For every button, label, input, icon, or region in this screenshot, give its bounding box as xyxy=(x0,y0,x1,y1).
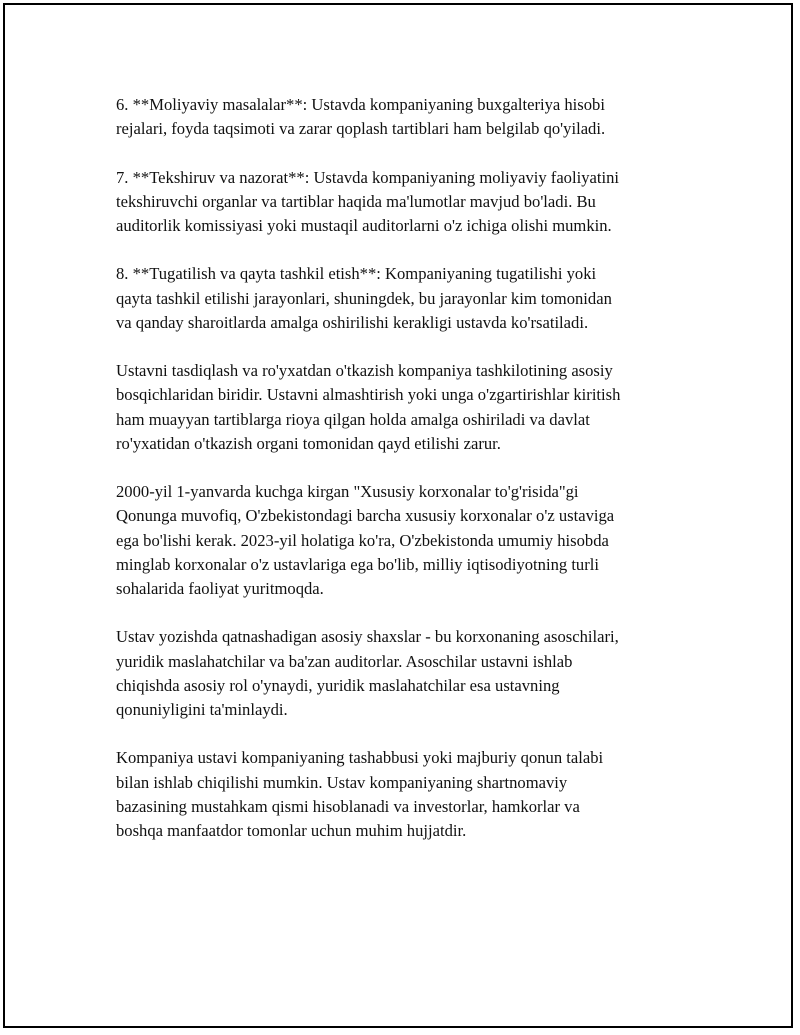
text-line: Kompaniya ustavi kompaniyaning tashabbusi yoki majburiy qonun talabi xyxy=(116,748,604,768)
text-line: Qonunga muvofiq, O'zbekistondagi barcha xususiy korxonalar o'z ustaviga xyxy=(116,506,615,526)
text-line: Ustavni tasdiqlash va ro'yxatdan o'tkazish kompaniya tashkilotining asosiy xyxy=(116,361,613,381)
paragraph-charter-importance xyxy=(116,746,696,843)
text-line: rejalari, foyda taqsimoti va zarar qoplash tartiblari ham belgilab qo'yiladi. xyxy=(116,119,606,139)
paragraph-private-enterprises-law xyxy=(116,480,696,601)
text-line: yuridik maslahatchilar va ba'zan auditorlar. Asoschilar ustavni ishlab xyxy=(116,651,573,671)
text-line: bosqichlaridan biridir. Ustavni almashtirish yoki unga o'zgartirishlar kiritish xyxy=(116,385,621,405)
paragraph-charter-approval xyxy=(116,359,696,456)
text-line: va qanday sharoitlarda amalga oshirilishi kerakligi ustavda ko'rsatiladi. xyxy=(116,312,589,332)
text-line: ham muayyan tartiblarga rioya qilgan holda amalga oshiriladi va davlat xyxy=(116,409,590,429)
text-line: 7. **Tekshiruv va nazorat**: Ustavda kompaniyaning moliyaviy faoliyatini xyxy=(116,167,619,187)
text-line: bilan ishlab chiqilishi mumkin. Ustav kompaniyaning shartnomaviy xyxy=(116,772,568,792)
text-line: boshqa manfaatdor tomonlar uchun muhim hujjatdir. xyxy=(116,821,467,840)
text-line: auditorlik komissiyasi yoki mustaqil auditorlarni o'z ichiga olishi mumkin. xyxy=(116,216,612,235)
text-line: minglab korxonalar o'z ustavlariga ega bo'lib, milliy iqtisodiyotning turli xyxy=(116,554,599,574)
text-line: sohalarida faoliyat yuritmoqda. xyxy=(116,579,324,598)
text-line: Ustav yozishda qatnashadigan asosiy shaxslar - bu korxonaning asoschilari, xyxy=(116,627,619,647)
paragraph-charter-participants xyxy=(116,625,696,722)
text-line: qayta tashkil etilishi jarayonlari, shuningdek, bu jarayonlar kim tomonidan xyxy=(116,288,612,308)
text-line: ro'yxatidan o'tkazish organi tomonidan qayd etilishi zarur. xyxy=(116,433,501,453)
text-line: chiqishda asosiy rol o'ynaydi, yuridik maslahatchilar esa ustavning xyxy=(116,675,560,695)
document-body xyxy=(116,93,696,867)
text-line: ega bo'lishi kerak. 2023-yil holatiga ko'ra, O'zbekistonda umumiy hisobda xyxy=(116,530,609,550)
text-line: 2000-yil 1-yanvarda kuchga kirgan "Xususiy korxonalar to'g'risida"gi xyxy=(116,482,579,502)
text-line: 8. **Tugatilish va qayta tashkil etish**: Kompaniyaning tugatilishi yoki xyxy=(116,264,597,284)
paragraph-financial-matters xyxy=(116,93,696,141)
paragraph-inspection-control xyxy=(116,166,696,239)
text-line: bazasining mustahkam qismi hisoblanadi va investorlar, hamkorlar va xyxy=(116,796,580,816)
text-line: qonuniyligini ta'minlaydi. xyxy=(116,700,288,719)
text-line: 6. **Moliyaviy masalalar**: Ustavda kompaniyaning buxgalteriya hisobi xyxy=(116,95,605,114)
text-line: tekshiruvchi organlar va tartiblar haqida ma'lumotlar mavjud bo'ladi. Bu xyxy=(116,191,596,211)
paragraph-liquidation-reorganization xyxy=(116,262,696,335)
